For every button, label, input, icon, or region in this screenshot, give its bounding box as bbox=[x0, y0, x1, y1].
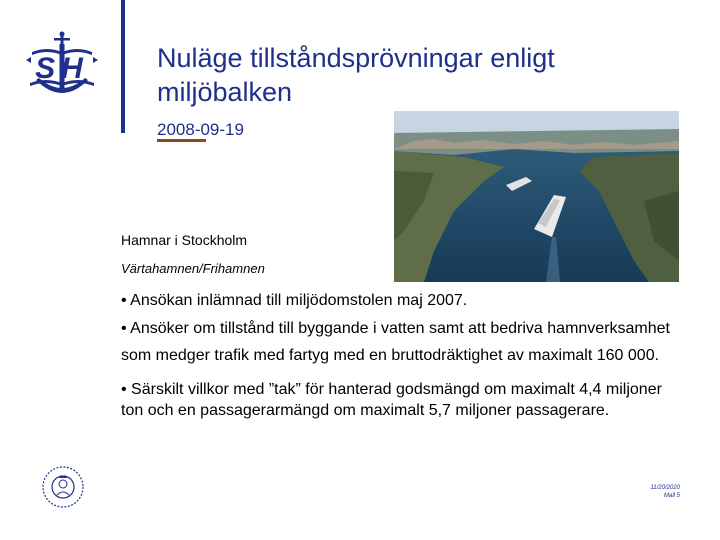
slide-footer bbox=[628, 484, 680, 500]
vertical-divider bbox=[121, 0, 125, 133]
date-underline bbox=[157, 139, 206, 142]
bullet-item: • Ansökan inlämnad till miljödomstolen maj 2007. bbox=[121, 292, 468, 309]
sh-anchor-logo bbox=[22, 30, 102, 102]
footer-date: 11/20/2020 bbox=[650, 485, 680, 491]
page-title: Nuläge tillståndsprövningar enligt miljöbalken bbox=[157, 43, 555, 107]
harbour-aerial-photo bbox=[394, 111, 679, 282]
logo-lettering: SH bbox=[35, 52, 89, 85]
bullet-list bbox=[121, 288, 681, 421]
bullet-item: • Särskilt villkor med ”tak” för hanterad godsmängd om maximalt 4,4 miljoner ton och en passagerarmängd om maximalt 5,7 miljoner passagerare. bbox=[121, 381, 662, 419]
subtitle-ports: Hamnar i Stockholm bbox=[121, 232, 248, 248]
subtitle-location: Värtahamnen/Frihamnen bbox=[121, 261, 265, 276]
bullet-item: • Ansöker om tillstånd till byggande i vatten samt att bedriva hamnverksamhet som medger trafik med fartyg med en bruttodräktighet av maximalt 160 000. bbox=[121, 320, 670, 364]
stockholm-seal-icon bbox=[41, 465, 85, 509]
slide-date: 2008-09-19 bbox=[157, 120, 244, 139]
footer-page: Mall 5 bbox=[663, 493, 680, 499]
